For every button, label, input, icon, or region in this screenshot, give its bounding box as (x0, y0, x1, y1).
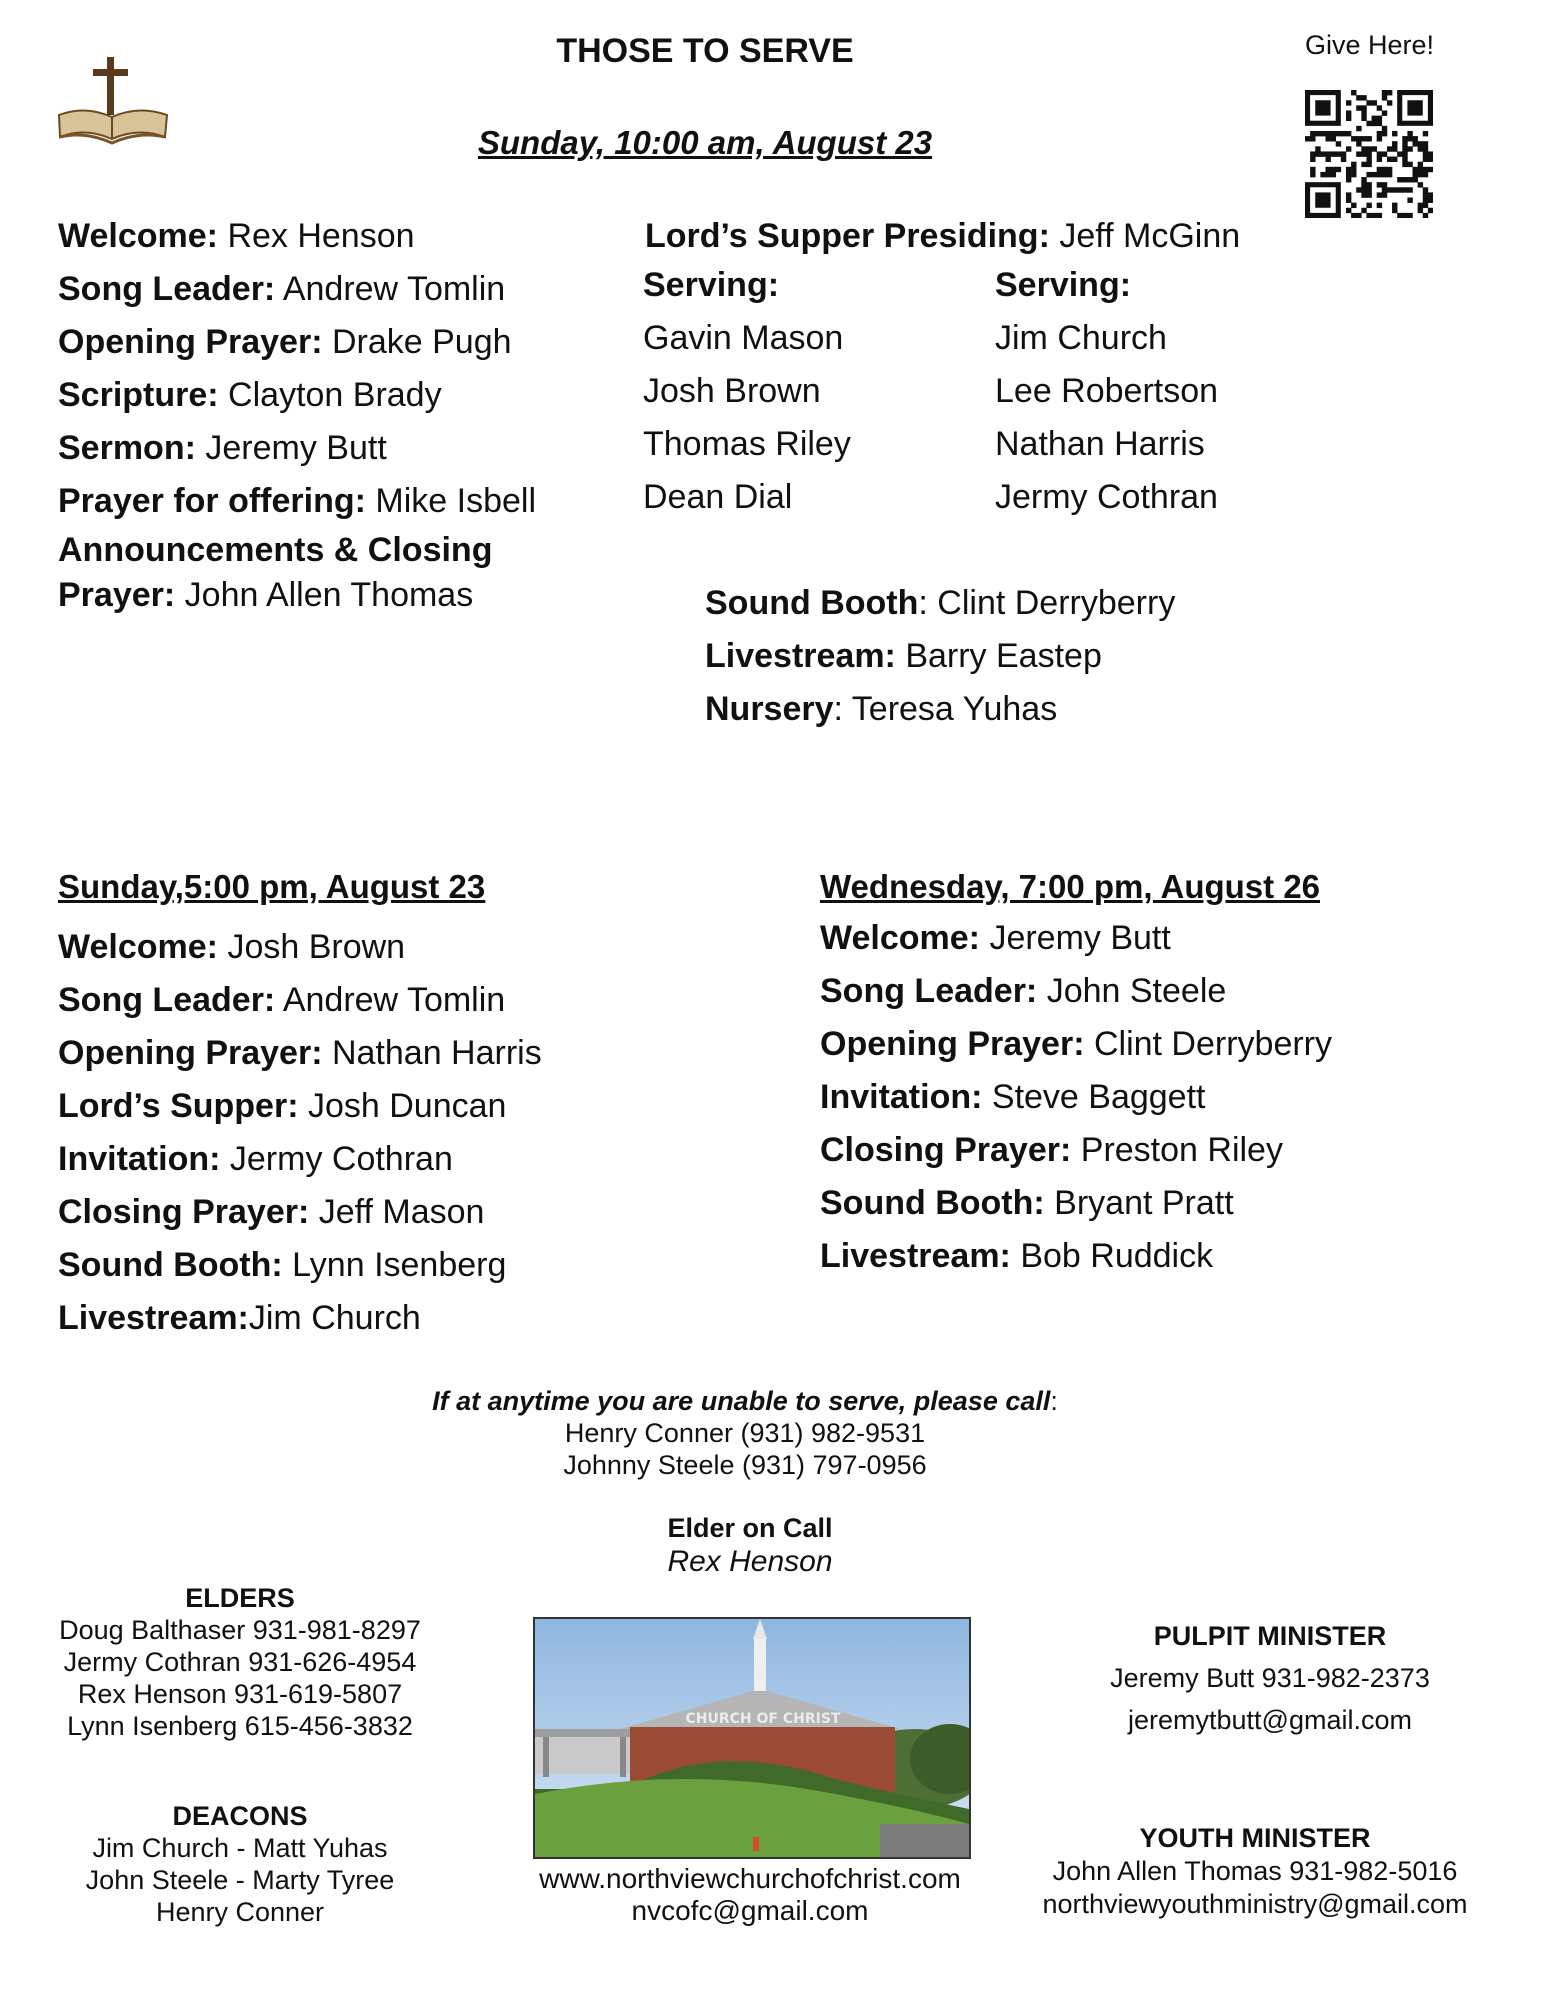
wednesday-role-name: John Steele (1046, 972, 1227, 1010)
server-col2-item: Jermy Cothran (995, 478, 1218, 516)
livestream-name: Barry Eastep (905, 637, 1102, 675)
sunday-pm-role-label: Lord’s Supper: (58, 1087, 299, 1125)
server-col1-item: Dean Dial (643, 478, 793, 516)
sunday-pm-role-7 (58, 1298, 421, 1338)
wednesday-role-label: Welcome: (820, 919, 980, 957)
unable-text: If at anytime you are unable to serve, please call (432, 1386, 1051, 1416)
wednesday-role-name: Bob Ruddick (1020, 1237, 1214, 1275)
sunday-am-role-label: Prayer for offering: (58, 482, 366, 520)
sunday-pm-role-label: Song Leader: (58, 981, 276, 1019)
nursery-am (705, 689, 1057, 729)
wednesday-role-label: Song Leader: (820, 972, 1038, 1010)
pulpit-minister-block (1060, 1615, 1480, 1741)
sunday-pm-role-name: Lynn Isenberg (292, 1246, 507, 1284)
wednesday-role-6 (820, 1236, 1213, 1276)
sunday-pm-role-name: Jeff Mason (318, 1193, 485, 1231)
wednesday-role-name: Bryant Pratt (1054, 1184, 1234, 1222)
server-col2-item: Nathan Harris (995, 425, 1205, 463)
pulpit-minister-email-link[interactable]: jeremytbutt@gmail.com (1128, 1705, 1412, 1735)
sunday-pm-role-label: Invitation: (58, 1140, 221, 1178)
unable-to-serve-block (0, 1385, 1490, 1481)
sunday-pm-role-6 (58, 1245, 506, 1285)
elder-1: Doug Balthaser 931-981-8297 (59, 1615, 421, 1645)
sunday-am-role-1 (58, 269, 505, 309)
wednesday-role-label: Closing Prayer: (820, 1131, 1072, 1169)
livestream-am (705, 636, 1102, 676)
unable-colon: : (1050, 1386, 1058, 1416)
server-col2-item: Lee Robertson (995, 372, 1219, 410)
deacon-2: John Steele - Marty Tyree (85, 1865, 395, 1895)
sunday-pm-role-name: Jermy Cothran (229, 1140, 453, 1178)
sunday-pm-role-name: Nathan Harris (331, 1034, 542, 1072)
elder-on-call-name: Rex Henson (667, 1545, 833, 1578)
serving-label-2: Serving: (995, 266, 1132, 304)
wednesday-role-name: Preston Riley (1080, 1131, 1283, 1169)
sunday-am-role-2 (58, 322, 512, 362)
unable-to-serve-text (0, 1385, 1490, 1417)
sunday-pm-role-name: Jim Church (248, 1299, 421, 1337)
server-col2-item: Jim Church (995, 319, 1167, 357)
sunday-pm-role-label: Opening Prayer: (58, 1034, 323, 1072)
deacon-1: Jim Church - Matt Yuhas (92, 1833, 388, 1863)
sunday-am-role-label: Song Leader: (58, 270, 276, 308)
church-sign-text: CHURCH OF CHRIST (685, 1711, 841, 1727)
wednesday-role-4 (820, 1130, 1283, 1170)
sunday-pm-role-name: Josh Brown (227, 928, 406, 966)
deacons-heading: DEACONS (172, 1801, 308, 1831)
youth-minister-block (1015, 1822, 1495, 1921)
wednesday-role-label: Invitation: (820, 1078, 983, 1116)
deacons-block (40, 1800, 440, 1928)
sunday-am-role-4 (58, 428, 387, 468)
announcements-label-line1 (58, 530, 492, 570)
deacon-3: Henry Conner (155, 1897, 325, 1927)
wednesday-role-3 (820, 1077, 1206, 1117)
wednesday-role-label: Livestream: (820, 1237, 1011, 1275)
sunday-pm-role-3 (58, 1086, 506, 1126)
livestream-label: Livestream: (705, 637, 896, 675)
church-website-link[interactable]: www.northviewchurchofchrist.com (539, 1863, 961, 1894)
give-here-label: Give Here! (1305, 30, 1435, 60)
sunday-pm-role-4 (58, 1139, 453, 1179)
sunday-am-role-name: Andrew Tomlin (282, 270, 506, 308)
sunday-pm-role-label: Livestream: (58, 1299, 249, 1337)
sunday-am-role-name: Drake Pugh (331, 323, 512, 361)
sunday-pm-role-name: Andrew Tomlin (282, 981, 506, 1019)
youth-minister-email-link[interactable]: northviewyouthministry@gmail.com (1042, 1889, 1468, 1919)
server-col1-item: Josh Brown (643, 372, 821, 410)
sunday-am-role-label: Opening Prayer: (58, 323, 323, 361)
nursery-name: : Teresa Yuhas (833, 690, 1058, 728)
serving-heading-col2 (995, 265, 1131, 305)
serving-label-1: Serving: (643, 266, 780, 304)
sunday-am-role-label: Welcome: (58, 217, 218, 255)
sunday-am-role-3 (58, 375, 442, 415)
nursery-label: Nursery (705, 690, 834, 728)
elders-heading: ELDERS (185, 1583, 295, 1613)
lords-supper-presiding (645, 216, 1240, 256)
announcements-name: John Allen Thomas (184, 576, 474, 614)
sunday-pm-role-0 (58, 927, 405, 967)
sunday-pm-role-label: Closing Prayer: (58, 1193, 310, 1231)
youth-minister-heading: YOUTH MINISTER (1139, 1823, 1371, 1853)
wednesday-role-name: Jeremy Butt (989, 919, 1171, 957)
sunday-am-role-0 (58, 216, 415, 256)
wednesday-role-2 (820, 1024, 1332, 1064)
announcements-label: Announcements & Closing (58, 531, 493, 569)
wednesday-role-name: Clint Derryberry (1093, 1025, 1333, 1063)
church-email-link[interactable]: nvcofc@gmail.com (631, 1895, 869, 1926)
sunday-pm-date: Sunday,5:00 pm, August 23 (58, 868, 486, 905)
wednesday-role-5 (820, 1183, 1234, 1223)
elder-2: Jermy Cothran 931-626-4954 (63, 1647, 417, 1677)
sunday-am-role-label: Sermon: (58, 429, 196, 467)
elder-on-call-block (0, 1512, 1500, 1580)
sunday-pm-role-1 (58, 980, 505, 1020)
announcements-line2 (58, 575, 473, 615)
wednesday-role-1 (820, 971, 1226, 1011)
sunday-pm-role-5 (58, 1192, 484, 1232)
wednesday-role-label: Opening Prayer: (820, 1025, 1085, 1063)
sunday-pm-role-name: Josh Duncan (307, 1087, 507, 1125)
elders-block (40, 1582, 440, 1742)
contact-1: Henry Conner (931) 982-9531 (564, 1418, 926, 1448)
sunday-am-role-name: Rex Henson (227, 217, 415, 255)
sunday-am-role-name: Clayton Brady (228, 376, 442, 414)
sound-booth-am (705, 583, 1175, 623)
wednesday-role-label: Sound Booth: (820, 1184, 1045, 1222)
sunday-am-role-name: Jeremy Butt (205, 429, 387, 467)
elder-on-call-label: Elder on Call (667, 1513, 833, 1543)
page-title: THOSE TO SERVE (556, 32, 854, 70)
sunday-am-role-name: Mike Isbell (375, 482, 537, 520)
server-col1-item: Gavin Mason (643, 319, 844, 357)
sound-booth-name: : Clint Derryberry (918, 584, 1176, 622)
church-photo (533, 1617, 971, 1859)
pulpit-minister-phone: Jeremy Butt 931-982-2373 (1110, 1663, 1430, 1693)
elder-4: Lynn Isenberg 615-456-3832 (67, 1711, 413, 1741)
pulpit-minister-heading: PULPIT MINISTER (1153, 1621, 1387, 1651)
sound-booth-label: Sound Booth (705, 584, 919, 622)
sunday-pm-role-label: Welcome: (58, 928, 218, 966)
sunday-am-date (0, 124, 1410, 162)
sunday-am-date-text: Sunday, 10:00 am, August 23 (477, 124, 933, 161)
wednesday-role-name: Steve Baggett (991, 1078, 1206, 1116)
sunday-am-role-5 (58, 481, 536, 521)
lords-supper-name: Jeff McGinn (1059, 217, 1241, 255)
youth-minister-phone: John Allen Thomas 931-982-5016 (1052, 1856, 1458, 1886)
announcements-prayer-label: Prayer: (58, 576, 176, 614)
lords-supper-label: Lord’s Supper Presiding: (645, 217, 1050, 255)
wednesday-role-0 (820, 918, 1171, 958)
serving-heading-col1 (643, 265, 779, 305)
church-contact-block (500, 1863, 1000, 1927)
server-col1-item: Thomas Riley (643, 425, 851, 463)
sunday-am-role-label: Scripture: (58, 376, 219, 414)
contact-2: Johnny Steele (931) 797-0956 (563, 1450, 927, 1480)
sunday-pm-role-label: Sound Booth: (58, 1246, 283, 1284)
elder-3: Rex Henson 931-619-5807 (77, 1679, 403, 1709)
wednesday-date: Wednesday, 7:00 pm, August 26 (820, 868, 1321, 905)
sunday-pm-role-2 (58, 1033, 542, 1073)
